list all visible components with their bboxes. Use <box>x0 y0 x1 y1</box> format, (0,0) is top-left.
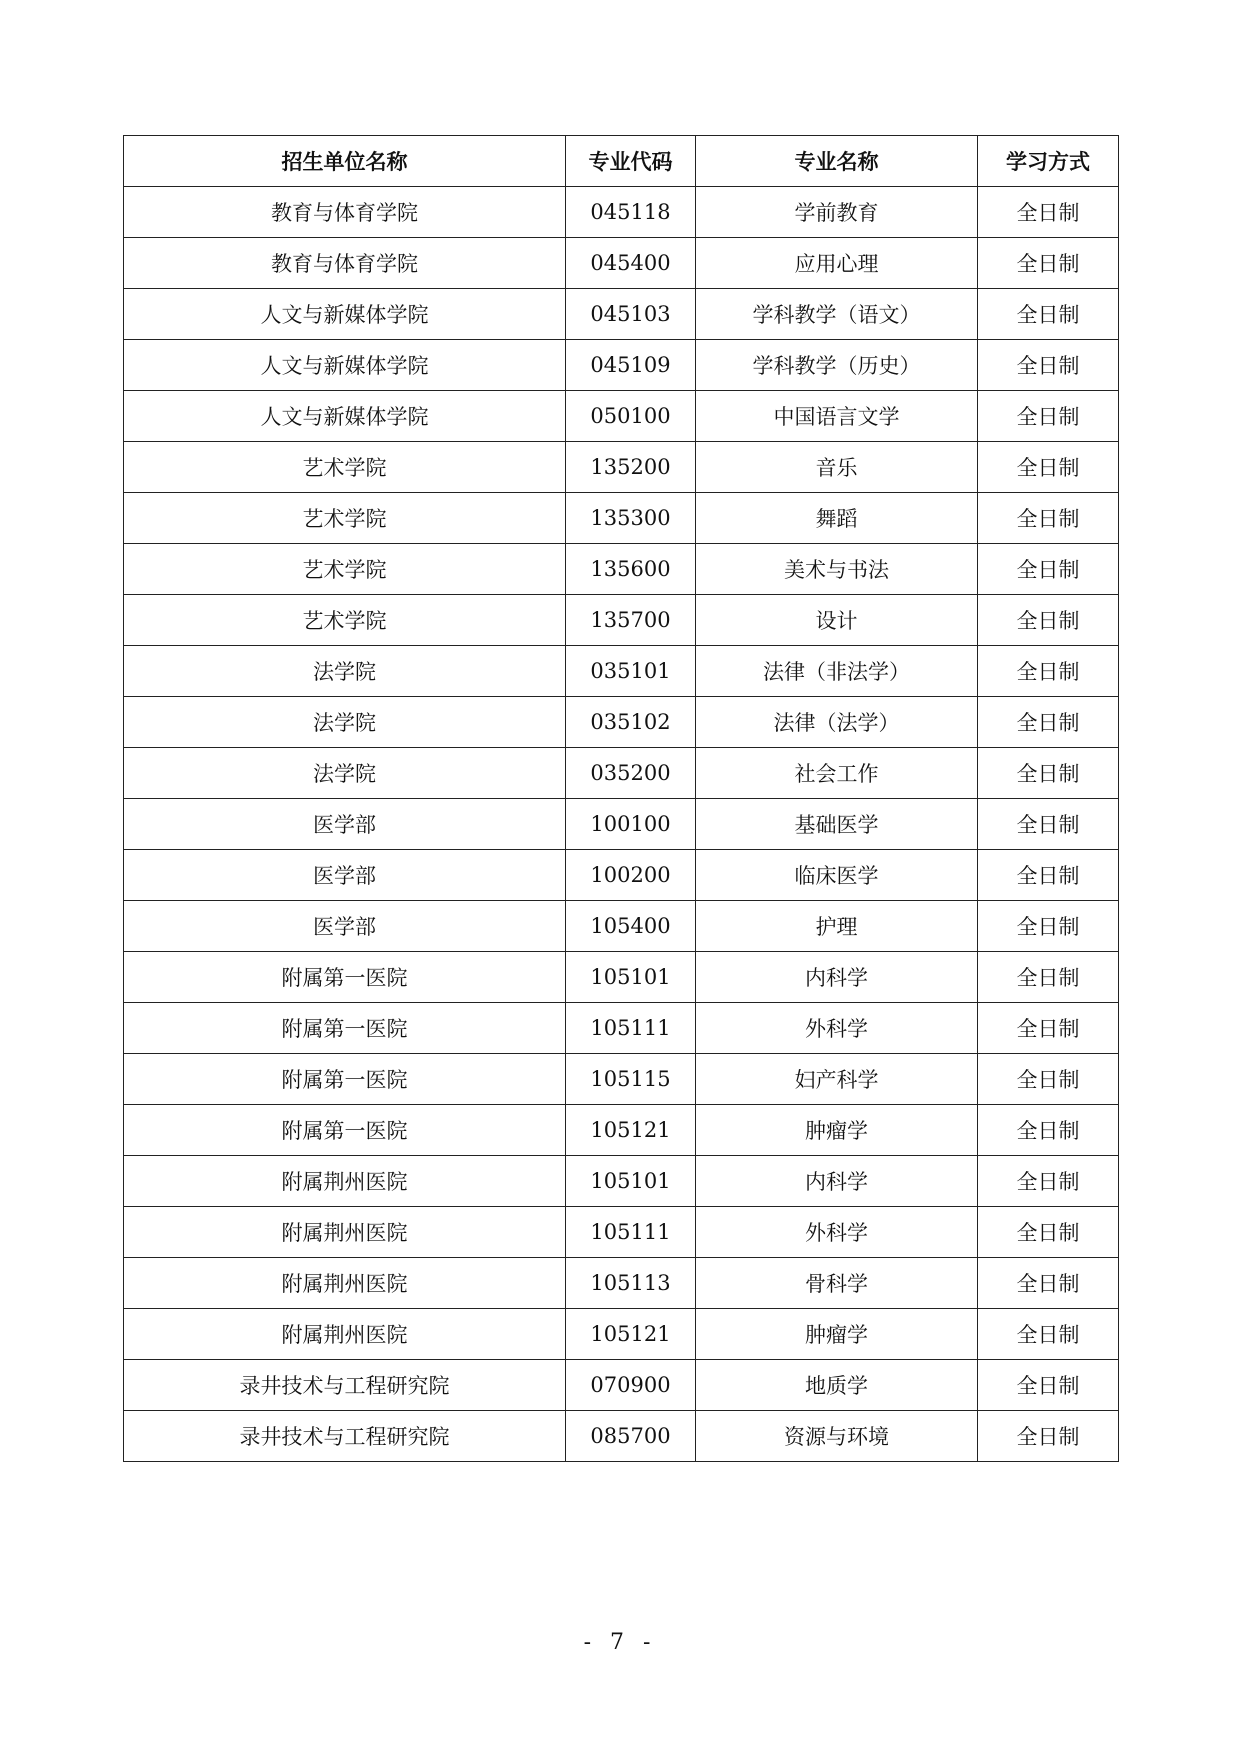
cell-unit-name: 附属第一医院 <box>124 952 566 1003</box>
table-row <box>124 1360 1119 1411</box>
cell-unit-name: 附属荆州医院 <box>124 1309 566 1360</box>
cell-unit-name: 人文与新媒体学院 <box>124 391 566 442</box>
cell-major-code: 045400 <box>566 238 696 289</box>
cell-major-name: 妇产科学 <box>696 1054 978 1105</box>
table-header-row <box>124 136 1119 187</box>
table-row <box>124 340 1119 391</box>
cell-study-mode: 全日制 <box>978 289 1119 340</box>
cell-major-code: 105111 <box>566 1207 696 1258</box>
cell-major-name: 基础医学 <box>696 799 978 850</box>
cell-unit-name: 法学院 <box>124 697 566 748</box>
cell-unit-name: 艺术学院 <box>124 544 566 595</box>
cell-unit-name: 医学部 <box>124 901 566 952</box>
cell-major-code: 105113 <box>566 1258 696 1309</box>
cell-major-code: 045118 <box>566 187 696 238</box>
enrollment-table <box>123 135 1119 1462</box>
cell-major-code: 100100 <box>566 799 696 850</box>
table-row <box>124 1156 1119 1207</box>
cell-study-mode: 全日制 <box>978 748 1119 799</box>
cell-study-mode: 全日制 <box>978 1207 1119 1258</box>
cell-unit-name: 附属荆州医院 <box>124 1258 566 1309</box>
cell-major-code: 135300 <box>566 493 696 544</box>
table-row <box>124 289 1119 340</box>
table-row <box>124 748 1119 799</box>
cell-study-mode: 全日制 <box>978 340 1119 391</box>
cell-major-code: 070900 <box>566 1360 696 1411</box>
cell-major-name: 社会工作 <box>696 748 978 799</box>
table-row <box>124 238 1119 289</box>
cell-major-code: 045103 <box>566 289 696 340</box>
table-row <box>124 646 1119 697</box>
cell-study-mode: 全日制 <box>978 646 1119 697</box>
cell-major-name: 肿瘤学 <box>696 1309 978 1360</box>
cell-major-name: 舞蹈 <box>696 493 978 544</box>
cell-major-name: 护理 <box>696 901 978 952</box>
table-row <box>124 799 1119 850</box>
cell-study-mode: 全日制 <box>978 1156 1119 1207</box>
table-row <box>124 1207 1119 1258</box>
cell-unit-name: 人文与新媒体学院 <box>124 340 566 391</box>
cell-major-name: 外科学 <box>696 1003 978 1054</box>
cell-study-mode: 全日制 <box>978 697 1119 748</box>
cell-major-code: 035200 <box>566 748 696 799</box>
cell-unit-name: 艺术学院 <box>124 493 566 544</box>
cell-study-mode: 全日制 <box>978 799 1119 850</box>
table-row <box>124 544 1119 595</box>
cell-study-mode: 全日制 <box>978 544 1119 595</box>
cell-unit-name: 附属荆州医院 <box>124 1156 566 1207</box>
cell-unit-name: 录井技术与工程研究院 <box>124 1411 566 1462</box>
table-row <box>124 1258 1119 1309</box>
table-row <box>124 1411 1119 1462</box>
cell-study-mode: 全日制 <box>978 391 1119 442</box>
cell-unit-name: 教育与体育学院 <box>124 238 566 289</box>
table-row <box>124 697 1119 748</box>
table-row <box>124 493 1119 544</box>
cell-major-name: 学前教育 <box>696 187 978 238</box>
cell-major-code: 045109 <box>566 340 696 391</box>
cell-unit-name: 法学院 <box>124 646 566 697</box>
cell-study-mode: 全日制 <box>978 1360 1119 1411</box>
header-unit-name: 招生单位名称 <box>124 136 566 187</box>
page-number: - 7 - <box>583 1630 657 1655</box>
cell-study-mode: 全日制 <box>978 1105 1119 1156</box>
table-row <box>124 442 1119 493</box>
cell-major-code: 050100 <box>566 391 696 442</box>
table-body <box>124 187 1119 1462</box>
header-major-name: 专业名称 <box>696 136 978 187</box>
cell-major-name: 临床医学 <box>696 850 978 901</box>
cell-study-mode: 全日制 <box>978 1258 1119 1309</box>
cell-study-mode: 全日制 <box>978 442 1119 493</box>
table-row <box>124 1054 1119 1105</box>
cell-study-mode: 全日制 <box>978 1411 1119 1462</box>
cell-major-name: 中国语言文学 <box>696 391 978 442</box>
cell-major-name: 美术与书法 <box>696 544 978 595</box>
cell-unit-name: 附属荆州医院 <box>124 1207 566 1258</box>
header-major-code: 专业代码 <box>566 136 696 187</box>
cell-major-name: 内科学 <box>696 952 978 1003</box>
cell-study-mode: 全日制 <box>978 952 1119 1003</box>
cell-major-name: 法律（法学） <box>696 697 978 748</box>
cell-major-code: 085700 <box>566 1411 696 1462</box>
header-study-mode: 学习方式 <box>978 136 1119 187</box>
cell-study-mode: 全日制 <box>978 493 1119 544</box>
cell-major-code: 035102 <box>566 697 696 748</box>
cell-major-code: 100200 <box>566 850 696 901</box>
table-row <box>124 850 1119 901</box>
cell-unit-name: 医学部 <box>124 850 566 901</box>
cell-unit-name: 人文与新媒体学院 <box>124 289 566 340</box>
table-row <box>124 1309 1119 1360</box>
cell-major-code: 135700 <box>566 595 696 646</box>
table-row <box>124 901 1119 952</box>
cell-unit-name: 艺术学院 <box>124 595 566 646</box>
cell-major-name: 资源与环境 <box>696 1411 978 1462</box>
cell-study-mode: 全日制 <box>978 595 1119 646</box>
cell-unit-name: 医学部 <box>124 799 566 850</box>
cell-major-name: 地质学 <box>696 1360 978 1411</box>
cell-study-mode: 全日制 <box>978 238 1119 289</box>
cell-study-mode: 全日制 <box>978 1003 1119 1054</box>
cell-major-code: 105111 <box>566 1003 696 1054</box>
cell-major-code: 135200 <box>566 442 696 493</box>
cell-unit-name: 附属第一医院 <box>124 1054 566 1105</box>
cell-unit-name: 录井技术与工程研究院 <box>124 1360 566 1411</box>
cell-major-name: 学科教学（历史） <box>696 340 978 391</box>
cell-major-code: 035101 <box>566 646 696 697</box>
table-row <box>124 1003 1119 1054</box>
table-row <box>124 187 1119 238</box>
cell-major-name: 内科学 <box>696 1156 978 1207</box>
cell-major-name: 音乐 <box>696 442 978 493</box>
cell-major-name: 外科学 <box>696 1207 978 1258</box>
cell-major-code: 105115 <box>566 1054 696 1105</box>
table-row <box>124 391 1119 442</box>
cell-major-name: 学科教学（语文） <box>696 289 978 340</box>
cell-major-code: 105121 <box>566 1309 696 1360</box>
cell-unit-name: 附属第一医院 <box>124 1105 566 1156</box>
cell-study-mode: 全日制 <box>978 1054 1119 1105</box>
cell-unit-name: 法学院 <box>124 748 566 799</box>
cell-unit-name: 附属第一医院 <box>124 1003 566 1054</box>
cell-major-name: 骨科学 <box>696 1258 978 1309</box>
cell-major-name: 法律（非法学） <box>696 646 978 697</box>
cell-major-name: 设计 <box>696 595 978 646</box>
cell-study-mode: 全日制 <box>978 850 1119 901</box>
cell-major-code: 105121 <box>566 1105 696 1156</box>
cell-study-mode: 全日制 <box>978 187 1119 238</box>
cell-study-mode: 全日制 <box>978 1309 1119 1360</box>
cell-major-name: 应用心理 <box>696 238 978 289</box>
cell-study-mode: 全日制 <box>978 901 1119 952</box>
cell-major-code: 105400 <box>566 901 696 952</box>
cell-major-code: 135600 <box>566 544 696 595</box>
cell-unit-name: 教育与体育学院 <box>124 187 566 238</box>
table-row <box>124 952 1119 1003</box>
cell-major-name: 肿瘤学 <box>696 1105 978 1156</box>
cell-unit-name: 艺术学院 <box>124 442 566 493</box>
cell-major-code: 105101 <box>566 952 696 1003</box>
table-row <box>124 595 1119 646</box>
table-row <box>124 1105 1119 1156</box>
cell-major-code: 105101 <box>566 1156 696 1207</box>
